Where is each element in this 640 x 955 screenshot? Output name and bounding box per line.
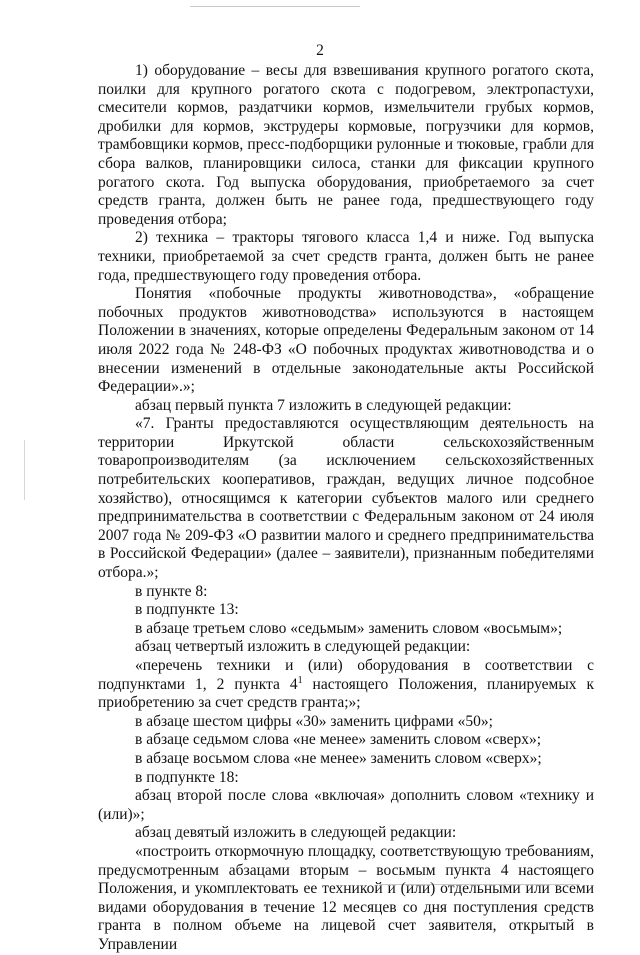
paragraph-feedlot: «построить откормочную площадку, соответствующую требованиям, предусмотренным абзацами вторым – восьмым пункта 4 настоящего Положения, и укомплектовать ее техникой и (или) отдельными или всеми видами оборудования в течение 12 месяцев со дня поступления средств гранта в полном объеме на лицевой счет заявителя, открытый в Управлении bbox=[98, 842, 594, 953]
paragraph-instruction: абзац первый пункта 7 изложить в следующей редакции: bbox=[135, 396, 512, 414]
paragraph-instruction: в абзаце седьмом слова «не менее» заменить словом «сверх»; bbox=[135, 731, 542, 749]
paragraph-machinery: 2) техника – тракторы тягового класса 1,4 и ниже. Год выпуска техники, приобретаемой за счет средств гранта, должен быть не ранее года, предшествующего году проведения отбора. bbox=[98, 229, 594, 284]
list-text-before: «перечень техники и (или) оборудования в соответствии с подпунктами 1, 2 пункта 4 bbox=[98, 657, 594, 693]
paragraph-equipment-list bbox=[98, 657, 594, 713]
paragraph-instruction: в абзаце восьмом слова «не менее» заменить словом «сверх»; bbox=[135, 749, 542, 767]
paragraph-clause-7: «7. Гранты предоставляются осуществляющим деятельность на территории Иркутской области сельскохозяйственным товаропроизводителям (за исключением сельскохозяйственных потребительских кооперативов, граждан, ведущих личное подсобное хозяйство), относящимся к категории субъектов малого или среднего предпринимательства в соответствии с Федеральным законом от 24 июля 2007 года № 209-ФЗ «О развитии малого и среднего предпринимательства в Российской Федерации» (далее – заявители), признанным победителями отбора.»; bbox=[98, 415, 594, 582]
paragraph-instruction: в пункте 8: bbox=[135, 582, 208, 600]
superscript: 1 bbox=[297, 674, 303, 686]
paragraph-definitions: Понятия «побочные продукты животноводства», «обращение побочных продуктов животноводства» используются в настоящем Положении в значениях, которые определены Федеральным законом от 14 июля 2022 года № 248-ФЗ «О побочных продуктах животноводства и о внесении изменений в отдельные законодательные акты Российской Федерации».»; bbox=[98, 285, 594, 396]
paragraph-instruction: абзац девятый изложить в следующей редакции: bbox=[135, 824, 457, 842]
paragraph-instruction: в подпункте 18: bbox=[135, 768, 239, 786]
scan-artifact-left-edge bbox=[24, 440, 25, 500]
paragraph-instruction: в абзаце третьем слово «седьмым» заменить словом «восьмым»; bbox=[135, 619, 563, 637]
paragraph-instruction: в абзаце шестом цифры «30» заменить цифрами «50»; bbox=[135, 712, 493, 730]
page-number: 2 bbox=[316, 42, 324, 59]
paragraph-instruction: абзац второй после слова «включая» дополнить словом «технику и (или)»; bbox=[98, 787, 594, 823]
scan-artifact-top bbox=[190, 6, 360, 7]
paragraph-instruction: абзац четвертый изложить в следующей редакции: bbox=[135, 638, 471, 656]
list-text-after: настоящего Положения, планируемых к приобретению за счет средств гранта;»; bbox=[98, 675, 594, 712]
document-body bbox=[98, 62, 594, 955]
paragraph-instruction: в подпункте 13: bbox=[135, 601, 239, 619]
paragraph-equipment: 1) оборудование – весы для взвешивания крупного рогатого скота, поилки для крупного рогатого скота с подогревом, электропастухи, смесители кормов, раздатчики кормов, измельчители грубых кормов, дробилки для кормов, экструдеры кормовые, погрузчики для кормов, трамбовщики кормов, пресс-подборщики рулонные и тюковые, грабли для сбора валков, планировщики силоса, станки для фиксации крупного рогатого скота. Год выпуска оборудования, приобретаемого за счет средств гранта, должен быть не ранее года, предшествующего году проведения отбора; bbox=[98, 62, 594, 228]
